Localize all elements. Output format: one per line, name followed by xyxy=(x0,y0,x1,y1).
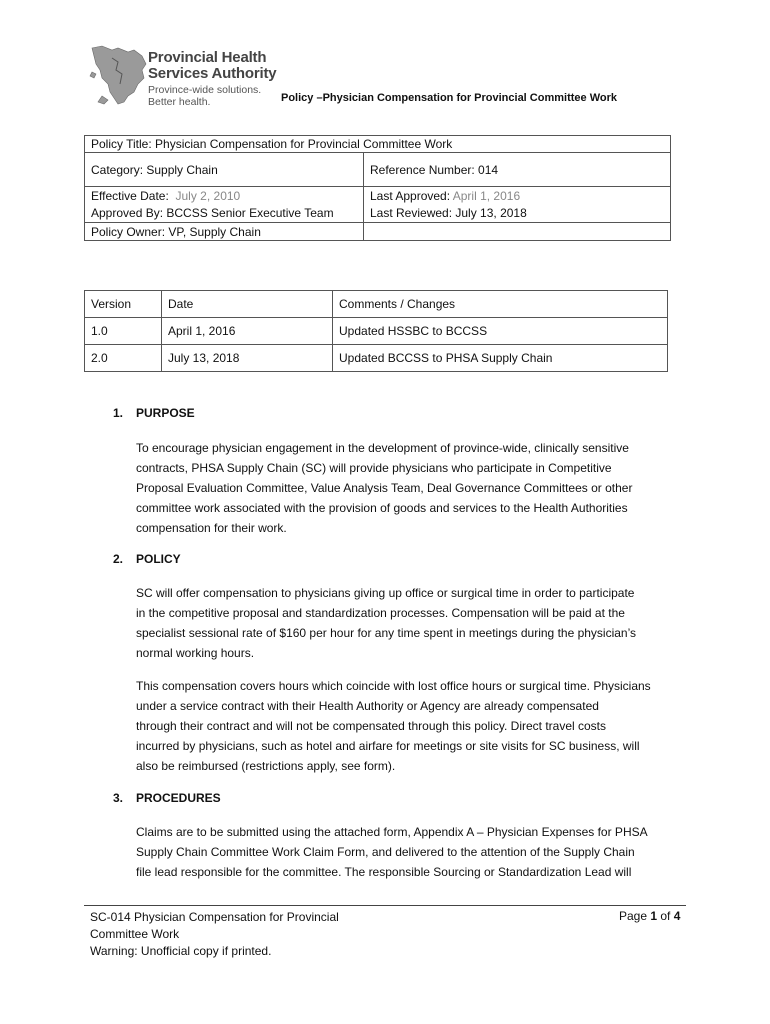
text-line: under a service contract with their Health Authority or Agency are already compensated xyxy=(136,699,599,713)
page-prefix: Page xyxy=(619,909,651,923)
last-approved-label: Last Approved: xyxy=(370,188,451,203)
text-line: SC will offer compensation to physicians giving up office or surgical time in order to participate xyxy=(136,586,635,600)
procedures-paragraph xyxy=(136,822,696,882)
header-comments: Comments / Changes xyxy=(333,291,668,318)
footer-line-1: SC-014 Physician Compensation for Provincial xyxy=(90,910,339,924)
comments-cell: Updated HSSBC to BCCSS xyxy=(333,318,668,345)
policy-paragraph-1 xyxy=(136,583,696,663)
footer-divider xyxy=(84,905,686,906)
section-policy-heading xyxy=(113,552,181,566)
table-row xyxy=(85,318,668,345)
logo-line-3: Province-wide solutions. xyxy=(148,84,262,96)
version-history-table xyxy=(84,290,668,372)
section-title: PURPOSE xyxy=(136,406,195,420)
text-line: specialist sessional rate of $160 per hour for any time spent in meetings during the physician’s xyxy=(136,626,637,640)
footer-document-info xyxy=(90,909,339,960)
bc-map-icon xyxy=(90,46,146,104)
table-row xyxy=(85,345,668,372)
logo-wordmark xyxy=(148,50,276,107)
logo-line-1: Provincial Health xyxy=(148,49,267,66)
section-purpose-heading xyxy=(113,406,195,420)
date-cell: April 1, 2016 xyxy=(162,318,333,345)
header-date: Date xyxy=(162,291,333,318)
last-approved-cell xyxy=(364,187,671,205)
section-procedures-heading xyxy=(113,791,221,805)
text-line: Proposal Evaluation Committee, Value Analysis Team, Deal Governance Committees or other xyxy=(136,481,633,495)
text-line: committee work associated with the provision of goods and services to the Health Authorities xyxy=(136,501,628,515)
logo-line-2: Services Authority xyxy=(148,65,277,82)
empty-cell xyxy=(364,223,671,241)
approved-by-cell: Approved By: BCCSS Senior Executive Team xyxy=(85,205,364,223)
policy-info-table xyxy=(84,135,671,241)
text-line: Supply Chain Committee Work Claim Form, and delivered to the attention of the Supply Chain xyxy=(136,845,635,859)
text-line: This compensation covers hours which coincide with lost office hours or surgical time. Physicians xyxy=(136,679,651,693)
page-number xyxy=(619,909,680,923)
text-line: incurred by physicians, such as hotel and airfare for meetings or site visits for SC business, will xyxy=(136,739,640,753)
comments-cell: Updated BCCSS to PHSA Supply Chain xyxy=(333,345,668,372)
table-header-row xyxy=(85,291,668,318)
policy-title-cell: Policy Title: Physician Compensation for Provincial Committee Work xyxy=(85,136,671,153)
section-number: 1. xyxy=(113,406,124,420)
logo-line-4: Better health. xyxy=(148,95,211,108)
header-version: Version xyxy=(85,291,162,318)
section-number: 3. xyxy=(113,791,124,805)
text-line: contracts, PHSA Supply Chain (SC) will provide physicians who participate in Competitive xyxy=(136,461,612,475)
version-cell: 1.0 xyxy=(85,318,162,345)
page-total: 4 xyxy=(673,909,681,923)
text-line: Claims are to be submitted using the attached form, Appendix A – Physician Expenses for PHSA xyxy=(136,825,648,839)
footer-warning: Warning: Unofficial copy if printed. xyxy=(90,944,272,958)
last-approved-value: April 1, 2016 xyxy=(452,188,521,203)
section-title: PROCEDURES xyxy=(136,791,221,805)
last-reviewed-cell: Last Reviewed: July 13, 2018 xyxy=(364,205,671,223)
page-of: of xyxy=(657,909,674,923)
effective-date-label: Effective Date: xyxy=(91,188,169,203)
footer-line-2: Committee Work xyxy=(90,927,180,941)
text-line: compensation for their work. xyxy=(136,521,287,535)
version-cell: 2.0 xyxy=(85,345,162,372)
text-line: through their contract and will not be compensated through this policy. Direct travel costs xyxy=(136,719,607,733)
reference-number-cell: Reference Number: 014 xyxy=(364,153,671,187)
text-line: in the competitive proposal and standardization processes. Compensation will be paid at the xyxy=(136,606,625,620)
policy-paragraph-2 xyxy=(136,676,696,776)
document-header-title: Policy –Physician Compensation for Provincial Committee Work xyxy=(281,92,617,104)
policy-owner-cell: Policy Owner: VP, Supply Chain xyxy=(85,223,364,241)
text-line: also be reimbursed (restrictions apply, see form). xyxy=(136,759,396,773)
text-line: file lead responsible for the committee. The responsible Sourcing or Standardization Lead will xyxy=(136,865,632,879)
page-current: 1 xyxy=(650,909,658,923)
section-title: POLICY xyxy=(136,552,181,566)
text-line: normal working hours. xyxy=(136,646,255,660)
section-number: 2. xyxy=(113,552,124,566)
date-cell: July 13, 2018 xyxy=(162,345,333,372)
effective-date-cell xyxy=(85,187,364,205)
purpose-paragraph xyxy=(136,438,696,538)
text-line: To encourage physician engagement in the development of province-wide, clinically sensitive xyxy=(136,441,629,455)
effective-date-value: July 2, 2010 xyxy=(175,188,241,203)
category-cell: Category: Supply Chain xyxy=(85,153,364,187)
